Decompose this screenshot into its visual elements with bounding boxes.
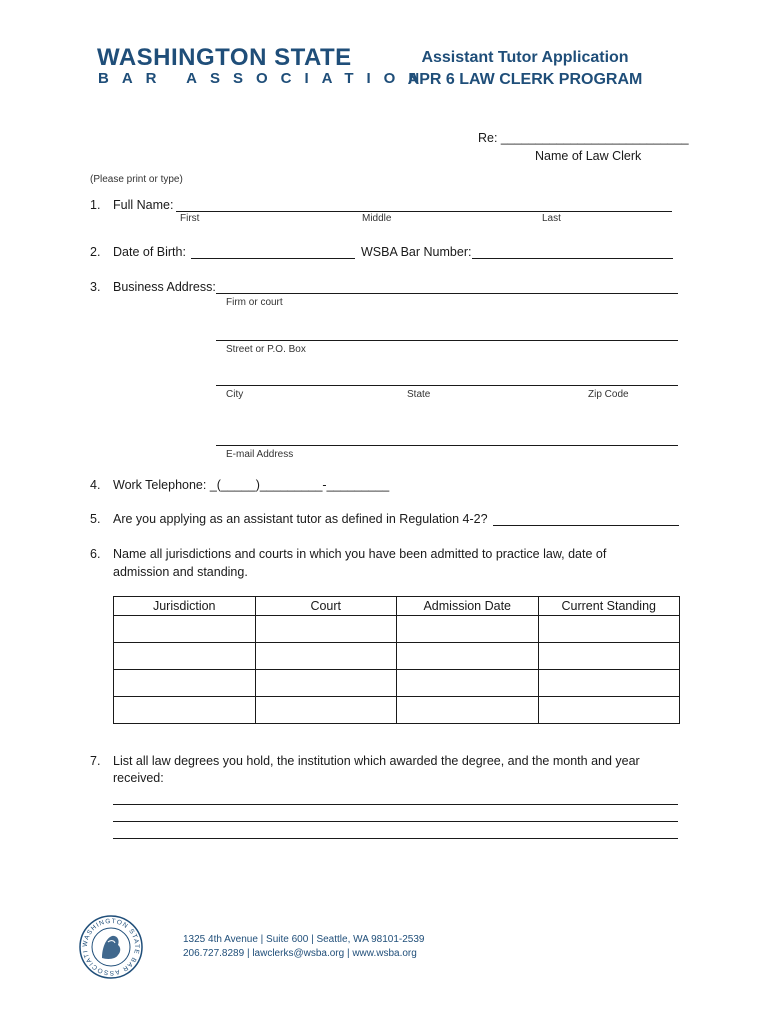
email-field[interactable] (216, 445, 678, 446)
q5-number: 5. (90, 512, 101, 526)
jurisdictions-table (113, 596, 680, 724)
table-cell[interactable] (538, 670, 680, 697)
table-cell[interactable] (114, 616, 256, 643)
wsba-number-field[interactable] (472, 258, 673, 259)
table-cell[interactable] (114, 697, 256, 724)
table-row (114, 697, 680, 724)
table-header-row (114, 597, 680, 616)
email-caption: E-mail Address (226, 449, 294, 460)
zip-caption: Zip Code (588, 389, 629, 400)
q6-question-line2: admission and standing. (113, 565, 248, 579)
q7-number: 7. (90, 754, 101, 768)
admission-date-column-header: Admission Date (397, 597, 539, 616)
street-field[interactable] (216, 340, 678, 341)
footer-contact: 206.727.8289 | lawclerks@wsba.org | www.wsba.org (183, 948, 417, 959)
q6-question-line1: Name all jurisdictions and courts in which you have been admitted to practice law, date of (113, 547, 607, 561)
table-cell[interactable] (255, 616, 397, 643)
table-cell[interactable] (397, 643, 539, 670)
firm-caption: Firm or court (226, 297, 283, 308)
footer-address: 1325 4th Avenue | Suite 600 | Seattle, WA 98101-2539 (183, 934, 425, 945)
work-telephone-field[interactable]: Work Telephone: _(_____)_________-_________ (113, 478, 390, 492)
firm-field[interactable] (216, 293, 678, 294)
form-subtitle: APR 6 LAW CLERK PROGRAM (407, 71, 643, 88)
law-degrees-field-line1[interactable] (113, 804, 678, 805)
q3-number: 3. (90, 280, 101, 294)
q1-label: Full Name: (113, 198, 174, 212)
q5-question: Are you applying as an assistant tutor as defined in Regulation 4-2? (113, 512, 488, 526)
last-name-caption: Last (542, 213, 561, 224)
q6-number: 6. (90, 547, 101, 561)
table-cell[interactable] (255, 670, 397, 697)
jurisdiction-column-header: Jurisdiction (114, 597, 256, 616)
middle-name-caption: Middle (362, 213, 392, 224)
dob-field[interactable] (191, 258, 355, 259)
logo-wordmark-line1: WASHINGTON STATE (97, 44, 352, 71)
court-column-header: Court (255, 597, 397, 616)
business-address-label: Business Address: (113, 280, 216, 294)
table-cell[interactable] (114, 643, 256, 670)
full-name-field[interactable] (176, 211, 672, 212)
q4-number: 4. (90, 478, 101, 492)
table-cell[interactable] (397, 697, 539, 724)
current-standing-column-header: Current Standing (538, 597, 680, 616)
wsba-number-label: WSBA Bar Number: (361, 245, 472, 259)
re-field[interactable]: Re: ___________________________ (478, 131, 689, 145)
table-cell[interactable] (397, 616, 539, 643)
state-caption: State (407, 389, 431, 400)
q7-question-line2: received: (113, 771, 164, 785)
logo-wordmark-line2: BAR ASSOCIATION (98, 70, 433, 87)
table-row (114, 616, 680, 643)
law-degrees-field-line2[interactable] (113, 821, 678, 822)
table-cell[interactable] (255, 643, 397, 670)
dob-label: Date of Birth: (113, 245, 186, 259)
table-row (114, 643, 680, 670)
seal-text: WASHINGTON STATE BAR ASSOCIATI (81, 917, 141, 977)
q1-number: 1. (90, 198, 101, 212)
form-title: Assistant Tutor Application (421, 49, 629, 66)
table-cell[interactable] (255, 697, 397, 724)
first-name-caption: First (180, 213, 200, 224)
wsba-seal-icon (78, 914, 144, 980)
city-caption: City (226, 389, 244, 400)
table-row (114, 670, 680, 697)
q7-question-line1: List all law degrees you hold, the institution which awarded the degree, and the month and year (113, 754, 640, 768)
table-cell[interactable] (114, 670, 256, 697)
city-state-zip-field[interactable] (216, 385, 678, 386)
re-field-caption: Name of Law Clerk (535, 149, 642, 163)
street-caption: Street or P.O. Box (226, 344, 306, 355)
q2-number: 2. (90, 245, 101, 259)
table-cell[interactable] (538, 697, 680, 724)
instruction-text: (Please print or type) (90, 174, 183, 185)
assistant-tutor-answer-field[interactable] (493, 525, 679, 526)
law-degrees-field-line3[interactable] (113, 838, 678, 839)
table-cell[interactable] (397, 670, 539, 697)
table-cell[interactable] (538, 643, 680, 670)
table-cell[interactable] (538, 616, 680, 643)
